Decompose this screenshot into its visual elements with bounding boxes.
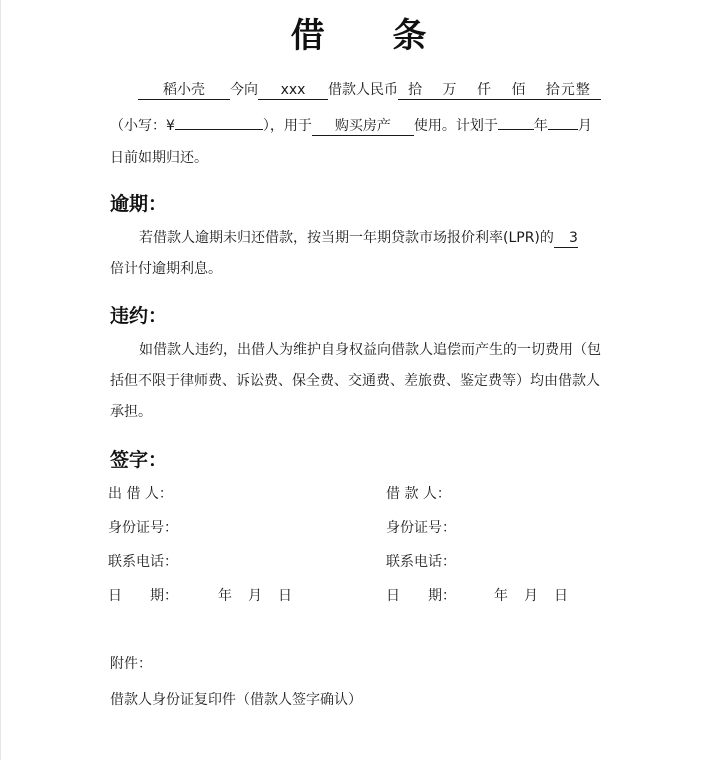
attachment-text: 借款人身份证复印件（借款人签字确认）: [110, 692, 362, 708]
breach-heading: 违约：: [110, 305, 168, 327]
document-title: 借 条: [290, 16, 455, 56]
text-use-plan: 使用。计划于: [413, 118, 498, 134]
repay-year-blank: [498, 129, 534, 130]
borrower-id-label: 身份证号：: [386, 520, 456, 536]
lender-phone-label: 联系电话：: [108, 554, 178, 570]
text-small-close: ），用于: [262, 118, 312, 134]
overdue-line1: [110, 228, 578, 248]
text-small-open: （小写：¥: [110, 118, 175, 134]
borrower-date-month: 月: [524, 588, 538, 604]
breach-line1: 如借款人违约，出借人为维护自身权益向借款人追偿而产生的一切费用（包: [139, 342, 601, 358]
para1-line3: 日前如期归还。: [110, 150, 208, 166]
lender-date-row: [108, 586, 292, 606]
overdue-text1: 若借款人逾期未归还借款，按当期一年期贷款市场报价利率(LPR)的: [139, 230, 554, 246]
borrower-name-blank: 稻小壳: [138, 81, 230, 100]
repay-month-blank: [548, 129, 578, 130]
lender-date-day: 日: [278, 588, 292, 604]
overdue-line2: 倍计付逾期利息。: [110, 261, 222, 277]
borrower-label: 借 款 人：: [386, 486, 451, 502]
borrower-date-label: 日 期：: [386, 588, 456, 604]
borrower-date-year: 年: [494, 588, 508, 604]
text-year: 年: [533, 118, 548, 134]
attachment-label: 附件：: [110, 656, 152, 672]
lender-label: 出 借 人：: [108, 486, 173, 502]
text-borrow-rmb: 借款人民币: [328, 82, 398, 98]
lender-id-label: 身份证号：: [108, 520, 178, 536]
breach-line3: 承担。: [110, 404, 152, 420]
overdue-heading: 逾期：: [110, 193, 168, 215]
text-to: 今向: [230, 82, 258, 98]
page-edge: [0, 0, 1, 760]
multiplier-blank: 3: [554, 229, 578, 248]
para1-line1: [110, 80, 601, 100]
purpose-blank: 购买房产: [312, 117, 414, 136]
breach-line2: 括但不限于律师费、诉讼费、保全费、交通费、差旅费、鉴定费等）均由借款人: [110, 373, 600, 389]
amount-caps-blank: 拾 万 仟 佰 拾元整: [398, 81, 601, 100]
lender-date-year: 年: [218, 588, 232, 604]
amount-small-blank: [175, 129, 263, 130]
signature-heading: 签字：: [110, 449, 168, 471]
text-month: 月: [577, 118, 592, 134]
lender-date-label: 日 期：: [108, 588, 178, 604]
para1-line2: [110, 116, 592, 136]
borrower-phone-label: 联系电话：: [386, 554, 456, 570]
lender-date-month: 月: [248, 588, 262, 604]
borrower-date-day: 日: [554, 588, 568, 604]
borrower-date-row: [386, 586, 568, 606]
lender-name-blank: xxx: [258, 81, 328, 100]
